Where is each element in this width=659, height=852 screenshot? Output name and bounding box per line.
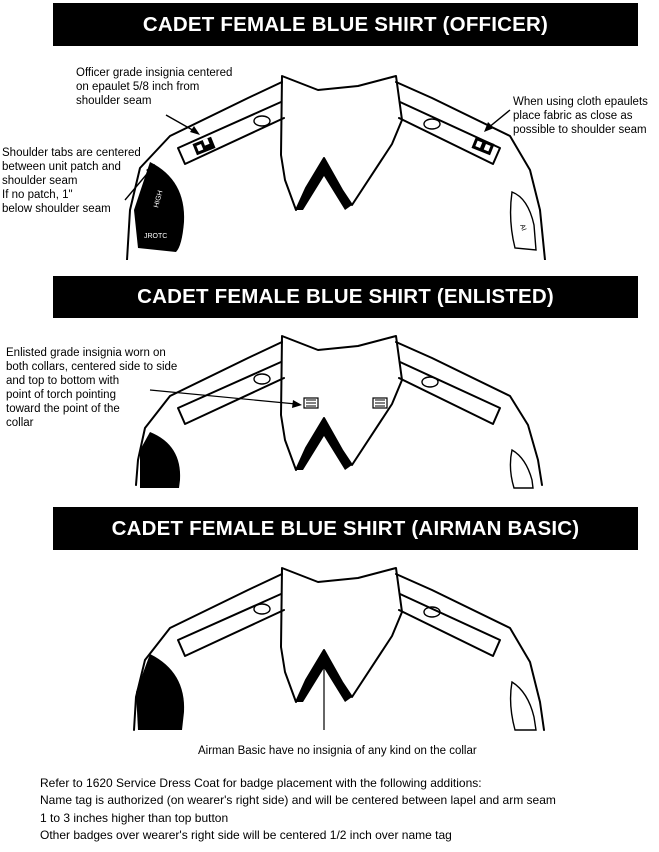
note-line: Shoulder tabs are centered [2, 147, 141, 159]
note-line: If no patch, 1" [2, 189, 73, 201]
footer-line: 1 to 3 inches higher than top button [40, 810, 229, 825]
patch-text: AI [518, 223, 527, 232]
note-line: toward the point of the [6, 403, 120, 415]
note-line: point of torch pointing [6, 389, 116, 401]
note-line: shoulder seam [2, 175, 78, 187]
airman-caption: Airman Basic have no insignia of any kind on the collar [198, 745, 477, 757]
footer-line: Other badges over wearer's right side will be centered 1/2 inch over name tag [40, 828, 452, 843]
shirt-drawing [136, 336, 542, 488]
note-line: Enlisted grade insignia worn on [6, 347, 166, 359]
officer-title: CADET FEMALE BLUE SHIRT (OFFICER) [53, 3, 638, 46]
note-line: below shoulder seam [2, 203, 111, 215]
note-line: place fabric as close as [513, 110, 633, 122]
footer-line: Refer to 1620 Service Dress Coat for badge placement with the following additions: [40, 776, 482, 790]
enlisted-title: CADET FEMALE BLUE SHIRT (ENLISTED) [53, 276, 638, 318]
note-line: on epaulet 5/8 inch from [76, 81, 200, 93]
airman-title: CADET FEMALE BLUE SHIRT (AIRMAN BASIC) [53, 507, 638, 550]
enlisted-shirt-figure [0, 320, 659, 490]
note-line: both collars, centered side to side [6, 361, 178, 373]
note-line: between unit patch and [2, 161, 121, 173]
footer-notes [40, 775, 556, 845]
note-line: and top to bottom with [6, 375, 120, 387]
note-line: Officer grade insignia centered [76, 67, 233, 79]
patch-text: JROTC [144, 233, 168, 240]
footer-line: Name tag is authorized (on wearer's right side) and will be centered between lapel and arm seam [40, 793, 556, 808]
note-line: shoulder seam [76, 95, 152, 107]
note-line: When using cloth epaulets [513, 96, 648, 108]
officer-shirt-figure [0, 60, 659, 260]
note-line: collar [6, 417, 34, 429]
shirt-drawing [127, 76, 545, 260]
patch-text: HIGH [153, 189, 165, 209]
note-line: possible to shoulder seam [513, 124, 647, 136]
airman-shirt-figure [0, 552, 659, 732]
shirt-drawing [134, 568, 544, 730]
